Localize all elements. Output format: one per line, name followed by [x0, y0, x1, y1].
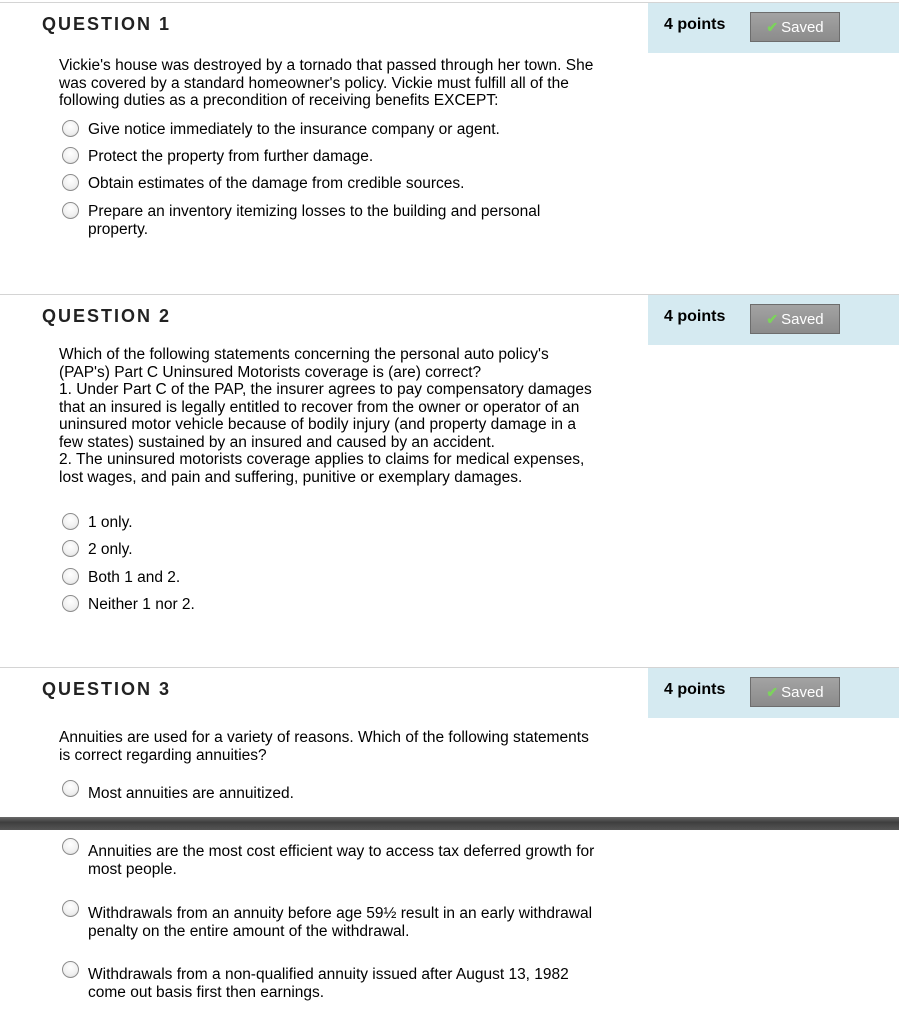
saved-button[interactable]: [750, 12, 840, 42]
option-line: Give notice immediately to the insurance company or agent.: [88, 121, 500, 138]
option-line: property.: [88, 220, 149, 238]
option-label: [88, 596, 195, 614]
option-label: [88, 569, 180, 587]
option-label: [88, 785, 294, 803]
option-line: Protect the property from further damage.: [88, 148, 374, 165]
question-text-line: lost wages, and pain and suffering, punitive or exemplary damages.: [59, 468, 523, 486]
question-2-header: [0, 294, 899, 345]
option-label: [88, 843, 594, 878]
radio-button[interactable]: [62, 780, 79, 797]
question-text-line: (PAP's) Part C Uninsured Motorists coverage is (are) correct?: [59, 363, 482, 381]
question-1-text: [59, 57, 679, 110]
question-text-line: Which of the following statements concerning the personal auto policy's: [59, 346, 549, 363]
checkmark-icon: ✔: [766, 19, 779, 35]
option-line: Both 1 and 2.: [88, 569, 181, 586]
question-text-line: is correct regarding annuities?: [59, 746, 267, 764]
radio-button[interactable]: [62, 174, 79, 191]
checkmark-icon: ✔: [766, 684, 779, 700]
radio-button[interactable]: [62, 595, 79, 612]
option-line: Withdrawals from a non-qualified annuity issued after August 13, 1982: [88, 966, 569, 983]
points-label: 4 points: [664, 308, 726, 325]
question-text-line: uninsured motor vehicle because of bodily injury (and property damage in a: [59, 416, 576, 433]
saved-label: Saved: [781, 684, 824, 701]
question-title: QUESTION 1: [42, 14, 172, 34]
question-3-text: [59, 729, 679, 764]
saved-button[interactable]: [750, 304, 840, 334]
option-line: Annuities are the most cost efficient way to access tax deferred growth for: [88, 843, 595, 860]
saved-label: Saved: [781, 19, 824, 36]
question-text-line: Annuities are used for a variety of reasons. Which of the following statements: [59, 729, 589, 746]
radio-button[interactable]: [62, 900, 79, 917]
question-1-header: [0, 2, 899, 53]
checkmark-icon: ✔: [766, 311, 779, 327]
question-text-line: 1. Under Part C of the PAP, the insurer agrees to pay compensatory damages: [59, 381, 592, 398]
radio-button[interactable]: [62, 961, 79, 978]
radio-button[interactable]: [62, 838, 79, 855]
radio-button[interactable]: [62, 513, 79, 530]
question-text-line: following duties as a precondition of receiving benefits EXCEPT:: [59, 92, 499, 109]
question-3-header: [0, 667, 899, 718]
option-line: 1 only.: [88, 514, 133, 531]
option-line: Obtain estimates of the damage from credible sources.: [88, 175, 465, 192]
option-line: Neither 1 nor 2.: [88, 596, 195, 613]
option-label: [88, 148, 373, 166]
question-text-line: that an insured is legally entitled to recover from the owner or operator of an: [59, 398, 580, 416]
radio-button[interactable]: [62, 202, 79, 219]
points-panel: [648, 3, 899, 53]
option-line: most people.: [88, 860, 177, 878]
option-line: Prepare an inventory itemizing losses to the building and personal: [88, 203, 541, 220]
option-label: [88, 541, 133, 559]
radio-button[interactable]: [62, 568, 79, 585]
points-label: 4 points: [664, 16, 726, 33]
question-text-line: 2. The uninsured motorists coverage applies to claims for medical expenses,: [59, 451, 585, 468]
points-panel: [648, 295, 899, 345]
option-label: [88, 175, 465, 193]
option-line: Withdrawals from an annuity before age 59½ result in an early withdrawal: [88, 905, 593, 922]
radio-button[interactable]: [62, 540, 79, 557]
question-text-line: was covered by a standard homeowner's policy. Vickie must fulfill all of the: [59, 74, 569, 92]
points-panel: [648, 668, 899, 718]
radio-button[interactable]: [62, 120, 79, 137]
radio-button[interactable]: [62, 147, 79, 164]
question-2-text: [59, 346, 679, 486]
option-label: [88, 121, 500, 139]
points-label: 4 points: [664, 681, 726, 698]
divider-bar: [0, 817, 899, 830]
question-text-line: few states) sustained by an insured and caused by an accident.: [59, 433, 495, 451]
option-label: [88, 203, 540, 238]
question-title: QUESTION 3: [42, 679, 172, 699]
option-label: [88, 905, 592, 940]
saved-button[interactable]: [750, 677, 840, 707]
saved-label: Saved: [781, 311, 824, 328]
option-line: 2 only.: [88, 541, 133, 558]
option-label: [88, 514, 133, 532]
option-label: [88, 966, 569, 1001]
option-line: penalty on the entire amount of the withdrawal.: [88, 922, 410, 940]
option-line: come out basis first then earnings.: [88, 983, 325, 1001]
question-text-line: Vickie's house was destroyed by a tornado that passed through her town. She: [59, 57, 594, 74]
option-line: Most annuities are annuitized.: [88, 785, 294, 802]
question-title: QUESTION 2: [42, 306, 172, 326]
